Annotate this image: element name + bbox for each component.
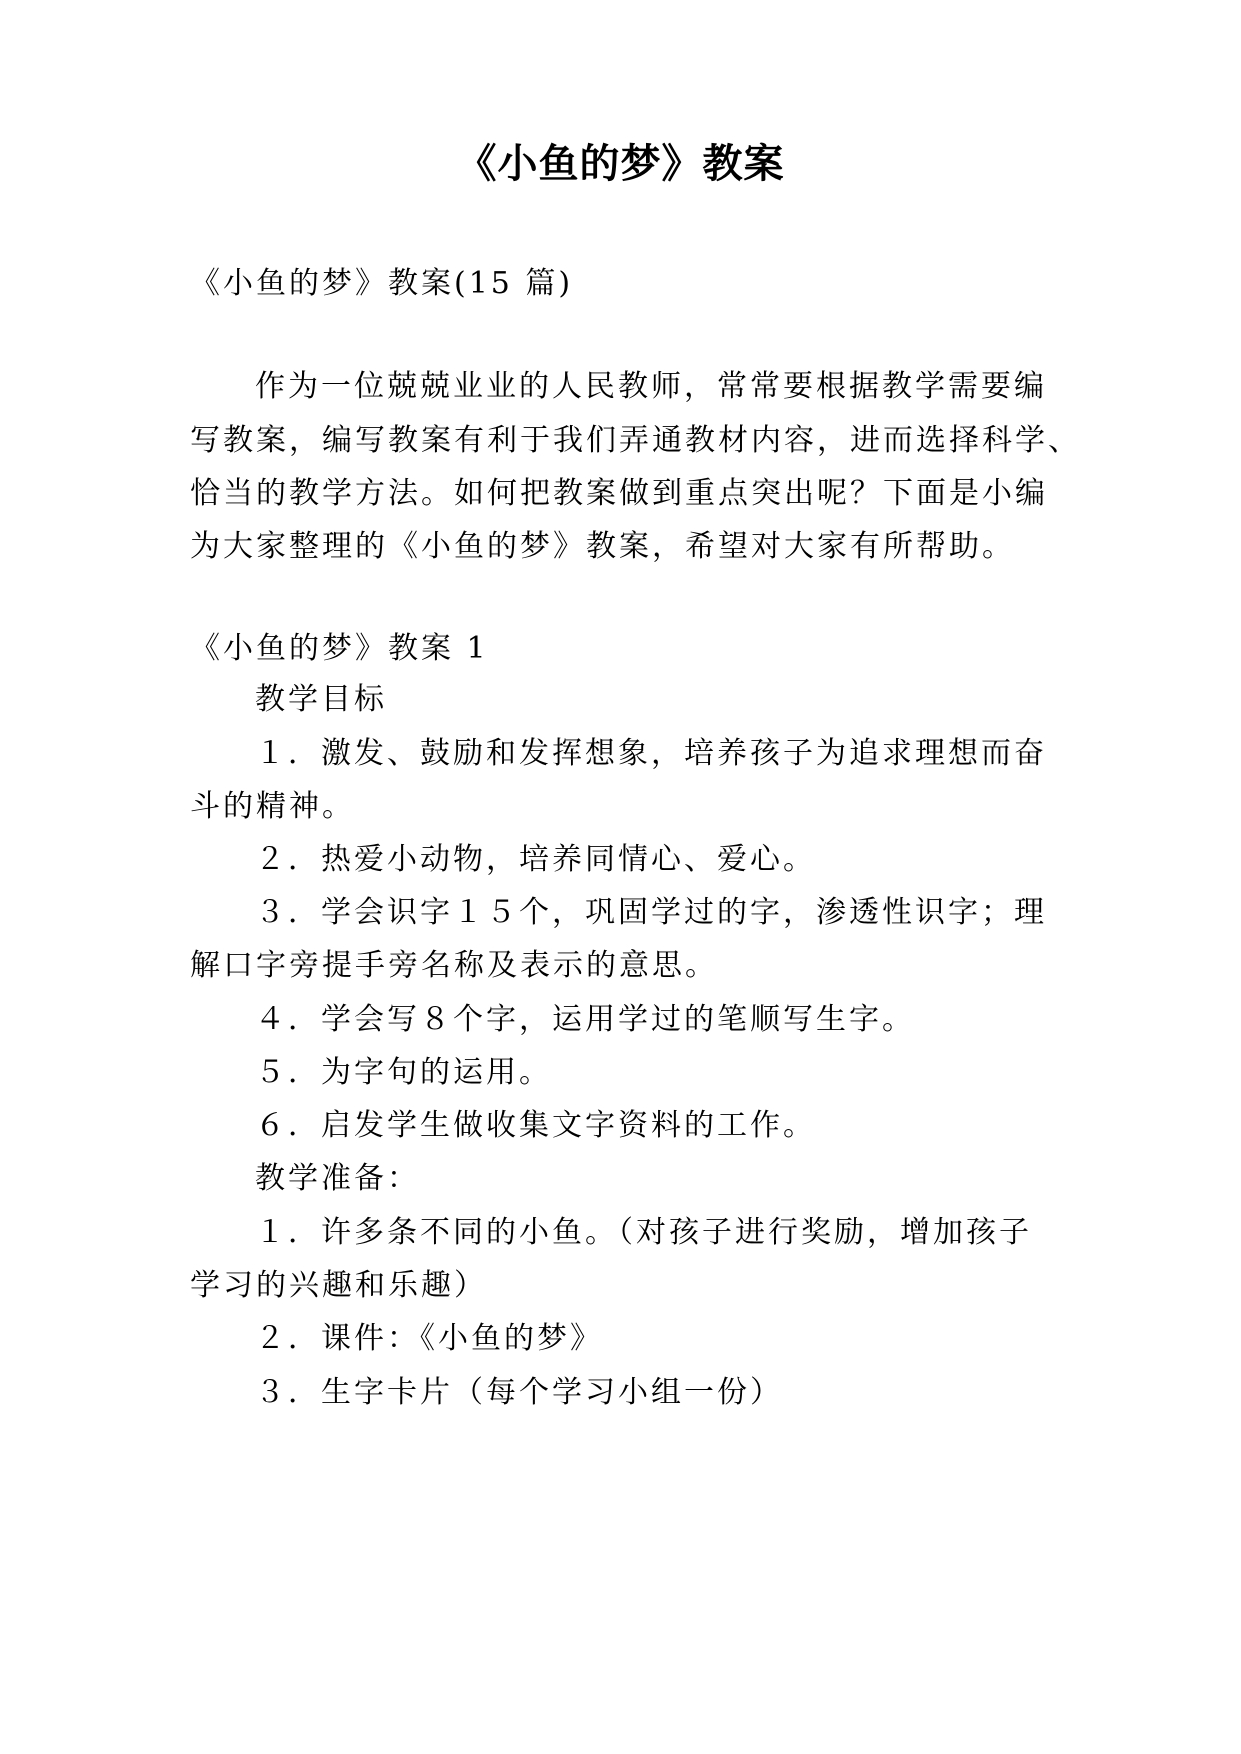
goal-line: ５．为字句的运用。 — [255, 1055, 552, 1090]
goals-heading: 教学目标 — [255, 682, 387, 717]
document-title: 《小鱼的梦》教案 — [456, 140, 785, 187]
goal-line: ３．学会识字１５个，巩固学过的字，渗透性识字；理 — [255, 895, 1047, 930]
section-heading: 《小鱼的梦》教案 1 — [190, 631, 489, 666]
prep-line: 学习的兴趣和乐趣） — [190, 1268, 487, 1303]
prep-line: ２．课件：《小鱼的梦》 — [255, 1321, 603, 1356]
intro-line: 作为一位兢兢业业的人民教师，常常要根据教学需要编 — [255, 369, 1047, 404]
goal-line: ６．启发学生做收集文字资料的工作。 — [255, 1108, 816, 1143]
goal-line: 斗的精神。 — [190, 789, 355, 824]
prep-line: ３．生字卡片（每个学习小组一份） — [255, 1375, 783, 1410]
intro-line: 恰当的教学方法。如何把教案做到重点突出呢？下面是小编 — [190, 476, 1048, 511]
intro-line: 为大家整理的《小鱼的梦》教案，希望对大家有所帮助。 — [190, 529, 1015, 564]
goal-line: 解口字旁提手旁名称及表示的意思。 — [190, 948, 718, 983]
goal-line: ４．学会写８个字，运用学过的笔顺写生字。 — [255, 1002, 915, 1037]
goal-line: ２．热爱小动物，培养同情心、爱心。 — [255, 842, 816, 877]
intro-line: 写教案，编写教案有利于我们弄通教材内容，进而选择科学、 — [190, 423, 1081, 458]
prep-heading: 教学准备： — [255, 1161, 420, 1196]
goal-line: １．激发、鼓励和发挥想象，培养孩子为追求理想而奋 — [255, 736, 1047, 771]
document-subtitle: 《小鱼的梦》教案(15 篇) — [190, 266, 574, 301]
prep-line: １．许多条不同的小鱼。（对孩子进行奖励，增加孩子 — [255, 1215, 1032, 1250]
